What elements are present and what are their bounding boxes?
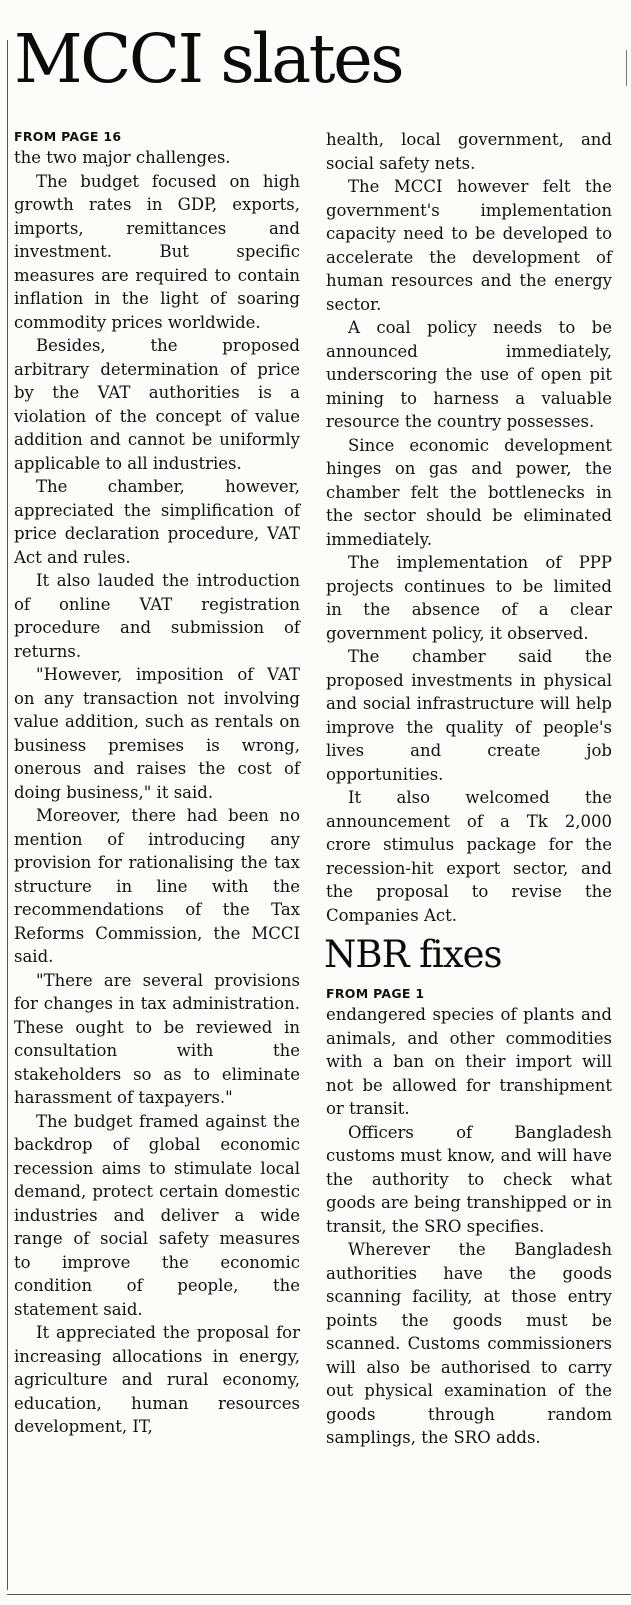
article-headline-nbr: NBR fixes	[324, 933, 502, 976]
paragraph: health, local government, and social safety nets.	[326, 130, 612, 173]
bottom-rule	[7, 1594, 631, 1595]
paragraph: endangered species of plants and animals, and other commodities with a ban on their import will not be allowed for transhipment or transit.	[326, 1005, 612, 1118]
paragraph: Officers of Bangladesh customs must know, and will have the authority to check what goods are being transhipped or in transit, the SRO specifies.	[326, 1122, 612, 1236]
right-edge-rule	[626, 50, 627, 86]
jump-label-from-page-16: FROM PAGE 16	[14, 129, 122, 144]
article-column-2	[326, 128, 612, 1450]
paragraph: The budget framed against the backdrop of global economic recession aims to stimulate local demand, protect certain domestic industries and deliver a wide range of social safety measures to improve the economic condition of people, the statement said.	[14, 1111, 300, 1319]
paragraph: The MCCI however felt the government's implementation capacity need to be developed to accelerate the development of human resources and the energy sector.	[326, 177, 612, 314]
paragraph: It appreciated the proposal for increasing allocations in energy, agriculture and rural economy, education, human resources development, IT,	[14, 1323, 300, 1436]
article-headline-mcci: MCCI slates	[14, 20, 403, 98]
paragraph: The chamber said the proposed investments in physical and social infrastructure will help improve the quality of people's lives and create job opportunities.	[326, 647, 612, 784]
article-column-1	[14, 128, 300, 1439]
paragraph: Moreover, there had been no mention of introducing any provision for rationalising the tax structure in line with the recommendations of the Tax Reforms Commission, the MCCI said.	[14, 806, 300, 966]
jump-label-from-page-1: FROM PAGE 1	[326, 986, 425, 1001]
paragraph: "There are several provisions for changes in tax administration. These ought to be reviewed in consultation with the stakeholders so as to eliminate harassment of taxpayers."	[14, 970, 300, 1107]
paragraph: the two major challenges.	[14, 148, 231, 167]
paragraph: Since economic development hinges on gas and power, the chamber felt the bottlenecks in the sector should be eliminated immediately.	[326, 435, 612, 549]
paragraph: Wherever the Bangladesh authorities have the goods scanning facility, at those entry points the goods must be scanned. Customs commissioners will also be authorised to carry out physical examination of the goods through random samplings, the SRO adds.	[326, 1240, 612, 1447]
paragraph: The budget focused on high growth rates in GDP, exports, imports, remittances and investment. But specific measures are required to contain inflation in the light of soaring commodity prices worldwide.	[14, 171, 300, 332]
left-column-rule	[7, 40, 8, 1590]
paragraph: The implementation of PPP projects continues to be limited in the absence of a clear government policy, it observed.	[326, 553, 612, 643]
paragraph: It also lauded the introduction of online VAT registration procedure and submission of returns.	[14, 571, 300, 661]
paragraph: Besides, the proposed arbitrary determination of price by the VAT authorities is a violation of the concept of value addition and cannot be uniformly applicable to all industries.	[14, 336, 300, 473]
paragraph: It also welcomed the announcement of a Tk 2,000 crore stimulus package for the recession-hit export sector, and the proposal to revise the Companies Act.	[326, 788, 612, 925]
paragraph: The chamber, however, appreciated the simplification of price declaration procedure, VAT Act and rules.	[14, 477, 300, 567]
paragraph: A coal policy needs to be announced immediately, underscoring the use of open pit mining to harness a valuable resource the country possesses.	[326, 318, 612, 431]
paragraph: "However, imposition of VAT on any transaction not involving value addition, such as rentals on business premises is wrong, onerous and raises the cost of doing business," it said.	[14, 665, 300, 802]
